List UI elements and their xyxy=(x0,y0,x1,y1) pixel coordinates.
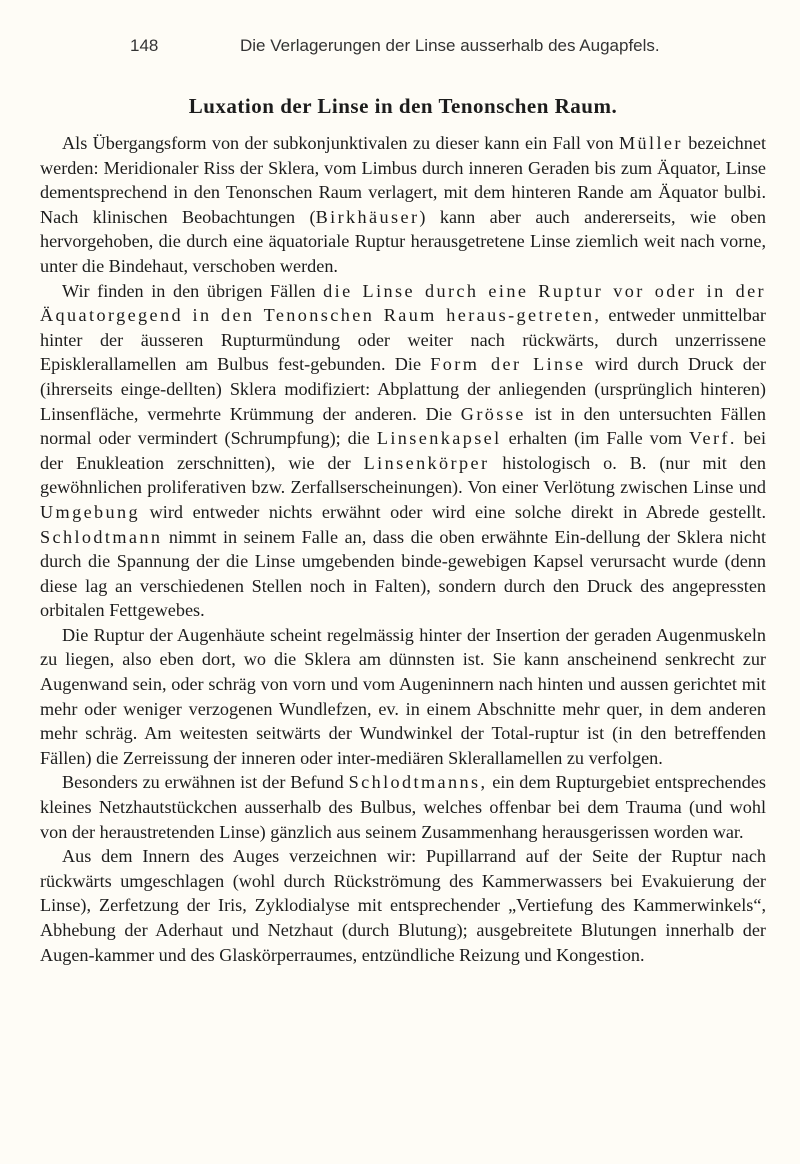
emphasis-phrase: Linsenkörper xyxy=(363,452,490,473)
text-run: wird durch Druck der (ihrerseits einge-dellten) Sklera modifiziert: Abplattung der anliegenden (ursprünglich hinteren) Linsenfläche, vermehrte Krümmung der anderen. Die xyxy=(40,354,766,424)
paragraph-5: Aus dem Innern des Auges verzeichnen wir: Pupillarrand auf der Seite der Ruptur nach rückwärts umgeschlagen (wohl durch Rückströmung des Kammerwassers bei Evakuierung der Linse), Zerfetzung der Iris, Zyklodialyse mit entsprechender „Vertiefung des Kammerwinkels“, Abhebung der Aderhaut und Netzhaut (durch Blutung); ausgebreitete Blutungen innerhalb der Augen-kammer und des Glaskörperraumes, entzündliche Reizung und Kongestion. xyxy=(40,846,766,965)
author-name: Schlodtmann xyxy=(40,526,163,547)
body-text xyxy=(40,131,766,967)
text-run: ist in den untersuchten Fällen normal oder vermindert (Schrumpfung); die xyxy=(40,403,766,449)
author-name: Schlodtmanns, xyxy=(348,772,488,793)
page-number: 148 xyxy=(130,36,159,55)
text-run: histologisch o. B. (nur mit den gewöhnlichen proliferativen bzw. Zerfallserscheinungen). Von einer Verlötung zwischen Linse und xyxy=(40,452,766,498)
text-run: ) kann aber auch andererseits, wie oben hervorgehoben, die durch eine äquatoriale Ruptur herausgetretene Linse ziemlich weit nach vorne, unter die Bindehaut, verschoben werden. xyxy=(40,206,766,276)
emphasis-phrase: Form der Linse xyxy=(430,354,586,375)
author-name: Birkhäuser xyxy=(315,206,420,227)
text-run: ein dem Rupturgebiet entsprechendes kleines Netzhautstückchen ausserhalb des Bulbus, welches offenbar bei dem Trauma (und wohl von der heraustretenden Linse) gänzlich aus seinem Zusammenhang herausgerissen worden war. xyxy=(40,772,767,842)
paragraph-1 xyxy=(40,131,766,279)
text-run: bei der Enukleation zerschnitten), wie der xyxy=(40,428,766,473)
text-run: Wir finden in den übrigen Fällen xyxy=(62,280,324,301)
text-run: entweder unmittelbar hinter der äusseren Rupturmündung oder weiter nach rückwärts, durch unzerrissene Episklerallamellen am Bulbus fest-gebunden. Die xyxy=(40,305,766,375)
running-title: Die Verlagerungen der Linse ausserhalb des Augapfels. xyxy=(240,36,660,55)
emphasis-phrase: Umgebung xyxy=(40,501,141,522)
running-header xyxy=(40,36,766,70)
text-run: erhalten (im Falle vom xyxy=(501,428,689,449)
paragraph-3: Die Ruptur der Augenhäute scheint regelmässig hinter der Insertion der geraden Augenmuskeln zu liegen, also eben dort, wo die Sklera am dünnsten ist. Sie kann anscheinend senkrecht zur Augenwand sein, oder schräg von vorn und vom Augeninnern nach hinten und aussen gerichtet mit mehr oder weniger verzogenen Wundlefzen, ev. in einem Abschnitte mehr quer, in dem anderen mehr schräg. Am weitesten seitwärts der Wundwinkel der Total-ruptur ist (in den betreffenden Fällen) die Zerreissung der inneren oder inter-mediären Sklerallamellen zu verfolgen. xyxy=(40,624,766,768)
paragraph-2 xyxy=(40,279,766,623)
emphasis-phrase: Grösse xyxy=(460,403,526,424)
text-run: wird entweder nichts erwähnt oder wird eine solche direkt in Abrede gestellt. xyxy=(140,501,766,522)
text-run: bezeichnet werden: Meridionaler Riss der Sklera, vom Limbus durch inneren Geraden bis zum Äquator, Linse dementsprechend in den Tenonschen Raum verlagert, mit dem hinteren Rande am Äquator bulbi. Nach klinischen Beobachtungen ( xyxy=(40,133,766,227)
text-run: nimmt in seinem Falle an, dass die oben erwähnte Ein-dellung der Sklera nicht durch die Spannung der die Linse umgebenden binde-gewebigen Kapsel verursacht wurde (denn diese lag an verschiedenen Stellen noch in Falten), sondern durch den Druck des angepressten orbitalen Fettgewebes. xyxy=(40,526,766,621)
paragraph-4 xyxy=(40,770,766,844)
text-run: Besonders zu erwähnen ist der Befund xyxy=(62,772,349,793)
section-heading: Luxation der Linse in den Tenonschen Raum. xyxy=(188,94,618,118)
author-name: Müller xyxy=(618,133,683,153)
text-run: Als Übergangsform von der subkonjunktivalen zu dieser kann ein Fall von xyxy=(62,133,619,153)
emphasis-phrase: Linsenkapsel xyxy=(376,428,502,449)
emphasis-phrase: Verf. xyxy=(688,428,737,449)
emphasis-phrase: die Linse durch eine Ruptur vor oder in der Äquatorgegend in den Tenonschen Raum heraus-getreten, xyxy=(40,280,767,326)
